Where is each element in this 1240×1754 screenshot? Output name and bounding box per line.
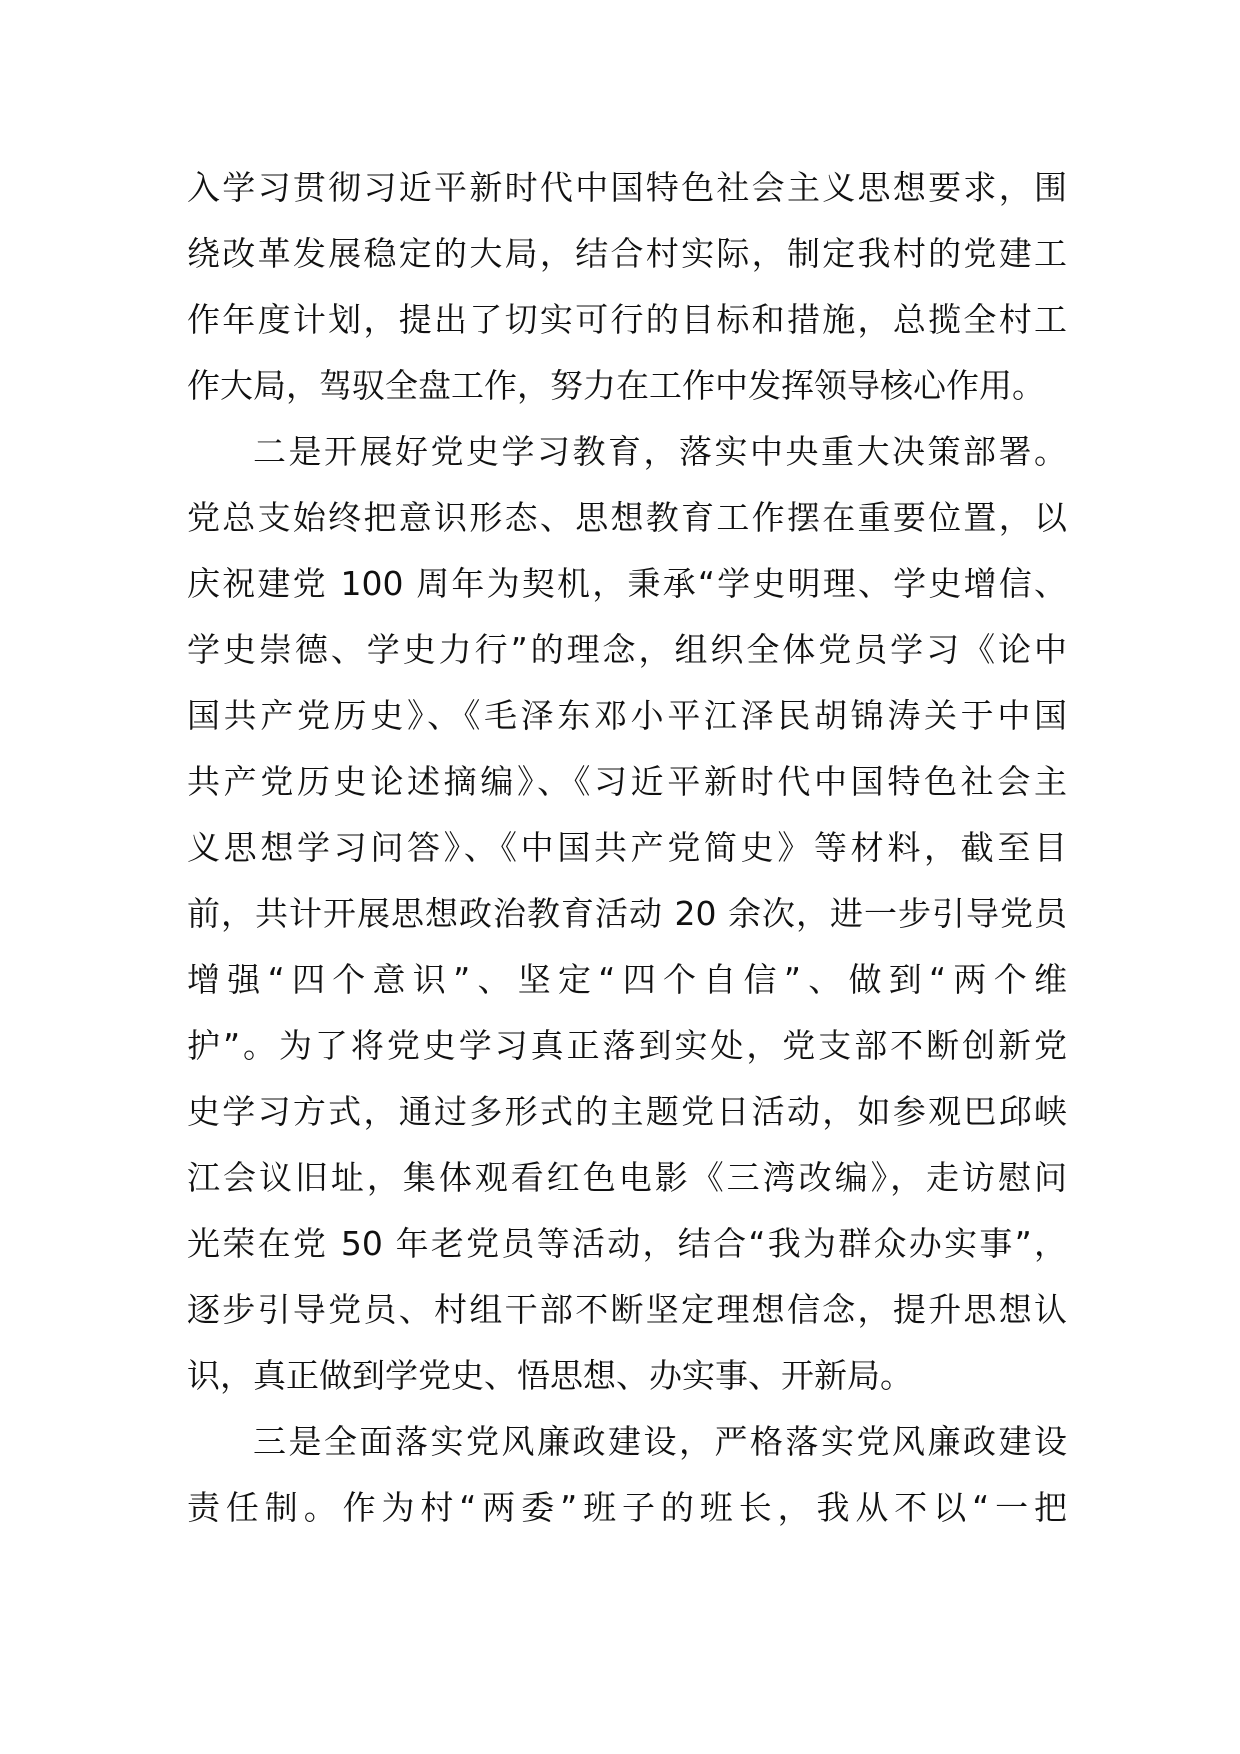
text-line-17: 光荣在党 50 年老党员等活动，结合“我为群众办实事”，	[187, 1224, 1067, 1263]
text-line-20: 三是全面落实党风廉政建设，严格落实党风廉政建设	[253, 1422, 1067, 1461]
text-line-13: 增强“四个意识”、坚定“四个自信”、做到“两个维	[187, 960, 1067, 999]
text-line-18: 逐步引导党员、村组干部不断坚定理想信念，提升思想认	[187, 1290, 1067, 1329]
text-line-5: 二是开展好党史学习教育，落实中央重大决策部署。	[253, 432, 1067, 471]
text-line-8: 学史崇德、学史力行”的理念，组织全体党员学习《论中	[187, 630, 1067, 669]
text-line-3: 作年度计划，提出了切实可行的目标和措施，总揽全村工	[187, 300, 1067, 339]
text-line-4: 作大局，驾驭全盘工作，努力在工作中发挥领导核心作用。	[187, 366, 1045, 405]
text-line-16: 江会议旧址，集体观看红色电影《三湾改编》，走访慰问	[187, 1158, 1067, 1197]
text-line-21: 责任制。作为村“两委”班子的班长，我从不以“一把	[187, 1488, 1067, 1527]
text-line-6: 党总支始终把意识形态、思想教育工作摆在重要位置，以	[187, 498, 1067, 537]
text-line-12: 前，共计开展思想政治教育活动 20 余次，进一步引导党员	[187, 894, 1067, 933]
text-line-9: 国共产党历史》、《毛泽东邓小平江泽民胡锦涛关于中国	[187, 696, 1067, 735]
text-line-1: 入学习贯彻习近平新时代中国特色社会主义思想要求，围	[187, 168, 1067, 207]
text-line-10: 共产党历史论述摘编》、《习近平新时代中国特色社会主	[187, 762, 1067, 801]
text-line-19: 识，真正做到学党史、悟思想、办实事、开新局。	[187, 1356, 913, 1395]
text-line-14: 护”。为了将党史学习真正落到实处，党支部不断创新党	[187, 1026, 1067, 1065]
text-line-15: 史学习方式，通过多形式的主题党日活动，如参观巴邱峡	[187, 1092, 1067, 1131]
body-text	[187, 155, 1067, 1541]
text-line-7: 庆祝建党 100 周年为契机，秉承“学史明理、学史增信、	[187, 564, 1067, 603]
text-line-2: 绕改革发展稳定的大局，结合村实际，制定我村的党建工	[187, 234, 1067, 273]
text-line-11: 义思想学习问答》、《中国共产党简史》等材料，截至目	[187, 828, 1067, 867]
